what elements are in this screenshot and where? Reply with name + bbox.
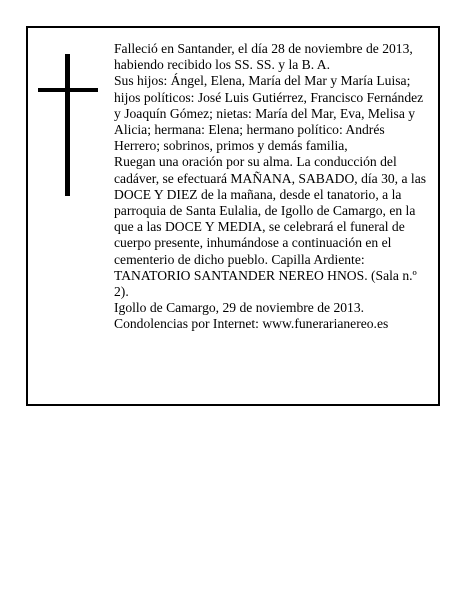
cross-vertical-bar	[65, 54, 70, 196]
obituary-notice	[26, 26, 440, 406]
condolences-website: Condolencias por Internet: www.funerarianereo.es	[114, 316, 389, 332]
notice-text	[114, 41, 426, 333]
cross-icon	[38, 54, 98, 196]
cross-horizontal-bar	[38, 88, 98, 92]
family-list: Sus hijos: Ángel, Elena, María del Mar y María Luisa; hijos políticos: José Luis Gutiérrez, Francisco Fernández y Joaquín Gómez; nietas: María del Mar, Eva, Melisa y Alicia; hermana: Elena; hermano político: Andrés Herrero; sobrinos, primos y demás familia,	[114, 73, 424, 154]
place-and-date: Igollo de Camargo, 29 de noviembre de 2013.	[114, 300, 365, 316]
death-announcement: Falleció en Santander, el día 28 de noviembre de 2013, habiendo recibido los SS. SS. y la B. A.	[114, 41, 413, 73]
funeral-details: Ruegan una oración por su alma. La conducción del cadáver, se efectuará MAÑANA, SABADO, día 30, a las DOCE Y DIEZ de la mañana, desde el tanatorio, a la parroquia de Santa Eulalia, de Igollo de Camargo, en la que a las DOCE Y MEDIA, se celebrará el funeral de cuerpo presente, inhumándose a continuación en el cementerio de dicho pueblo. Capilla Ardiente: TANATORIO SANTANDER NEREO HNOS. (Sala n.º 2).	[114, 154, 427, 300]
